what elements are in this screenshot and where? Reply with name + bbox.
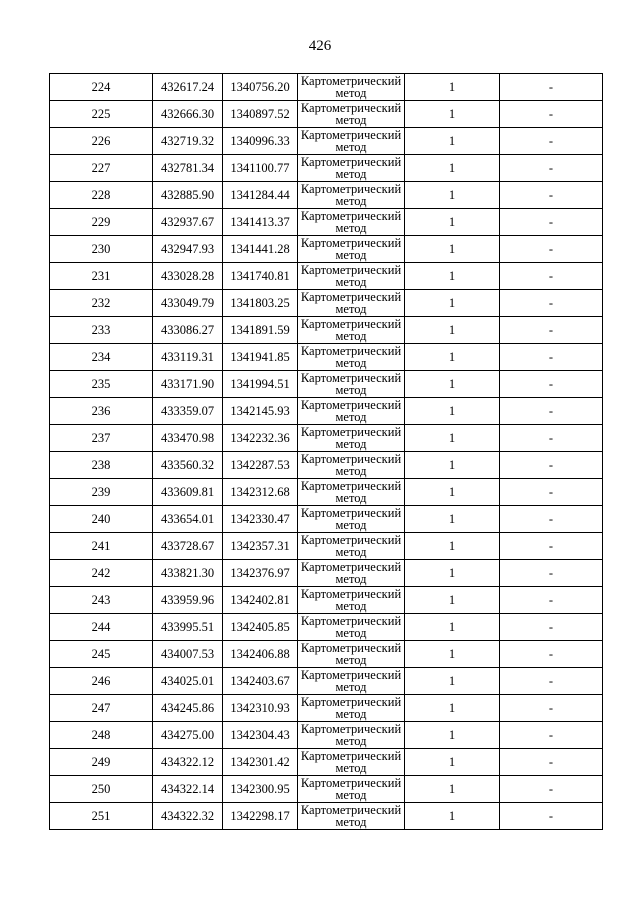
method-cell bbox=[298, 209, 405, 236]
note-cell: - bbox=[500, 128, 603, 155]
x-coordinate-cell: 434275.00 bbox=[153, 722, 223, 749]
table-row bbox=[50, 101, 603, 128]
table-row bbox=[50, 74, 603, 101]
method-cell bbox=[298, 155, 405, 182]
table-row bbox=[50, 182, 603, 209]
note-cell: - bbox=[500, 506, 603, 533]
point-number-cell: 247 bbox=[50, 695, 153, 722]
method-line-2: метод bbox=[335, 437, 367, 451]
accuracy-cell: 1 bbox=[405, 290, 500, 317]
method-line-2: метод bbox=[335, 464, 367, 478]
y-coordinate-cell: 1341891.59 bbox=[223, 317, 298, 344]
note-cell: - bbox=[500, 74, 603, 101]
method-line-1: Картометрический bbox=[300, 262, 402, 277]
method-cell bbox=[298, 182, 405, 209]
method-line-2: метод bbox=[335, 248, 367, 262]
x-coordinate-cell: 433654.01 bbox=[153, 506, 223, 533]
y-coordinate-cell: 1341441.28 bbox=[223, 236, 298, 263]
point-number-cell: 243 bbox=[50, 587, 153, 614]
method-line-2: метод bbox=[335, 653, 367, 667]
point-number-cell: 237 bbox=[50, 425, 153, 452]
accuracy-cell: 1 bbox=[405, 722, 500, 749]
method-cell bbox=[298, 587, 405, 614]
table-row bbox=[50, 263, 603, 290]
table-row bbox=[50, 506, 603, 533]
point-number-cell: 234 bbox=[50, 344, 153, 371]
note-cell: - bbox=[500, 668, 603, 695]
method-line-2: метод bbox=[335, 599, 367, 613]
x-coordinate-cell: 433359.07 bbox=[153, 398, 223, 425]
method-cell bbox=[298, 236, 405, 263]
method-cell bbox=[298, 641, 405, 668]
accuracy-cell: 1 bbox=[405, 263, 500, 290]
table-row bbox=[50, 641, 603, 668]
note-cell: - bbox=[500, 641, 603, 668]
point-number-cell: 248 bbox=[50, 722, 153, 749]
accuracy-cell: 1 bbox=[405, 344, 500, 371]
method-cell bbox=[298, 479, 405, 506]
table-row bbox=[50, 155, 603, 182]
note-cell: - bbox=[500, 749, 603, 776]
method-line-1: Картометрический bbox=[300, 181, 402, 196]
method-line-2: метод bbox=[335, 734, 367, 748]
method-cell bbox=[298, 101, 405, 128]
x-coordinate-cell: 432617.24 bbox=[153, 74, 223, 101]
y-coordinate-cell: 1341413.37 bbox=[223, 209, 298, 236]
accuracy-cell: 1 bbox=[405, 425, 500, 452]
method-line-2: метод bbox=[335, 275, 367, 289]
method-line-2: метод bbox=[335, 518, 367, 532]
table-row bbox=[50, 560, 603, 587]
note-cell: - bbox=[500, 317, 603, 344]
method-line-1: Картометрический bbox=[300, 559, 402, 574]
point-number-cell: 233 bbox=[50, 317, 153, 344]
point-number-cell: 226 bbox=[50, 128, 153, 155]
point-number-cell: 224 bbox=[50, 74, 153, 101]
method-cell bbox=[298, 803, 405, 830]
method-line-1: Картометрический bbox=[300, 370, 402, 385]
table-row bbox=[50, 128, 603, 155]
point-number-cell: 244 bbox=[50, 614, 153, 641]
point-number-cell: 228 bbox=[50, 182, 153, 209]
coordinates-table bbox=[49, 73, 603, 830]
x-coordinate-cell: 432885.90 bbox=[153, 182, 223, 209]
point-number-cell: 235 bbox=[50, 371, 153, 398]
note-cell: - bbox=[500, 587, 603, 614]
accuracy-cell: 1 bbox=[405, 128, 500, 155]
table-row bbox=[50, 776, 603, 803]
method-line-1: Картометрический bbox=[300, 208, 402, 223]
method-cell bbox=[298, 695, 405, 722]
accuracy-cell: 1 bbox=[405, 74, 500, 101]
point-number-cell: 227 bbox=[50, 155, 153, 182]
method-line-1: Картометрический bbox=[300, 613, 402, 628]
note-cell: - bbox=[500, 155, 603, 182]
note-cell: - bbox=[500, 398, 603, 425]
method-line-1: Картометрический bbox=[300, 775, 402, 790]
note-cell: - bbox=[500, 425, 603, 452]
y-coordinate-cell: 1342304.43 bbox=[223, 722, 298, 749]
method-line-1: Картометрический bbox=[300, 667, 402, 682]
table-row bbox=[50, 371, 603, 398]
table-row bbox=[50, 587, 603, 614]
method-cell bbox=[298, 776, 405, 803]
method-line-1: Картометрический bbox=[300, 721, 402, 736]
method-cell bbox=[298, 560, 405, 587]
x-coordinate-cell: 433728.67 bbox=[153, 533, 223, 560]
point-number-cell: 249 bbox=[50, 749, 153, 776]
accuracy-cell: 1 bbox=[405, 560, 500, 587]
x-coordinate-cell: 433028.28 bbox=[153, 263, 223, 290]
x-coordinate-cell: 434007.53 bbox=[153, 641, 223, 668]
x-coordinate-cell: 433171.90 bbox=[153, 371, 223, 398]
note-cell: - bbox=[500, 182, 603, 209]
y-coordinate-cell: 1341941.85 bbox=[223, 344, 298, 371]
method-cell bbox=[298, 452, 405, 479]
point-number-cell: 225 bbox=[50, 101, 153, 128]
method-line-2: метод bbox=[335, 680, 367, 694]
x-coordinate-cell: 433560.32 bbox=[153, 452, 223, 479]
accuracy-cell: 1 bbox=[405, 587, 500, 614]
table-row bbox=[50, 425, 603, 452]
method-line-2: метод bbox=[335, 140, 367, 154]
y-coordinate-cell: 1342402.81 bbox=[223, 587, 298, 614]
method-line-2: метод bbox=[335, 356, 367, 370]
note-cell: - bbox=[500, 263, 603, 290]
point-number-cell: 238 bbox=[50, 452, 153, 479]
point-number-cell: 246 bbox=[50, 668, 153, 695]
note-cell: - bbox=[500, 452, 603, 479]
y-coordinate-cell: 1342405.85 bbox=[223, 614, 298, 641]
accuracy-cell: 1 bbox=[405, 479, 500, 506]
point-number-cell: 230 bbox=[50, 236, 153, 263]
table-row bbox=[50, 452, 603, 479]
note-cell: - bbox=[500, 479, 603, 506]
accuracy-cell: 1 bbox=[405, 506, 500, 533]
method-line-1: Картометрический bbox=[300, 397, 402, 412]
accuracy-cell: 1 bbox=[405, 803, 500, 830]
point-number-cell: 236 bbox=[50, 398, 153, 425]
method-line-2: метод bbox=[335, 545, 367, 559]
accuracy-cell: 1 bbox=[405, 371, 500, 398]
y-coordinate-cell: 1342298.17 bbox=[223, 803, 298, 830]
table-row bbox=[50, 209, 603, 236]
x-coordinate-cell: 433049.79 bbox=[153, 290, 223, 317]
method-line-2: метод bbox=[335, 572, 367, 586]
method-cell bbox=[298, 317, 405, 344]
note-cell: - bbox=[500, 803, 603, 830]
accuracy-cell: 1 bbox=[405, 398, 500, 425]
x-coordinate-cell: 432781.34 bbox=[153, 155, 223, 182]
table-row bbox=[50, 398, 603, 425]
note-cell: - bbox=[500, 344, 603, 371]
x-coordinate-cell: 433959.96 bbox=[153, 587, 223, 614]
method-line-2: метод bbox=[335, 707, 367, 721]
accuracy-cell: 1 bbox=[405, 209, 500, 236]
y-coordinate-cell: 1342357.31 bbox=[223, 533, 298, 560]
y-coordinate-cell: 1341803.25 bbox=[223, 290, 298, 317]
x-coordinate-cell: 434322.12 bbox=[153, 749, 223, 776]
method-line-1: Картометрический bbox=[300, 127, 402, 142]
note-cell: - bbox=[500, 560, 603, 587]
method-cell bbox=[298, 506, 405, 533]
x-coordinate-cell: 434025.01 bbox=[153, 668, 223, 695]
method-cell bbox=[298, 344, 405, 371]
method-line-2: метод bbox=[335, 815, 367, 829]
point-number-cell: 241 bbox=[50, 533, 153, 560]
method-cell bbox=[298, 722, 405, 749]
note-cell: - bbox=[500, 101, 603, 128]
note-cell: - bbox=[500, 236, 603, 263]
point-number-cell: 242 bbox=[50, 560, 153, 587]
page-number: 426 bbox=[308, 38, 332, 54]
method-cell bbox=[298, 749, 405, 776]
method-line-1: Картометрический bbox=[300, 424, 402, 439]
method-cell bbox=[298, 668, 405, 695]
method-line-2: метод bbox=[335, 761, 367, 775]
table-row bbox=[50, 803, 603, 830]
method-line-2: метод bbox=[335, 167, 367, 181]
accuracy-cell: 1 bbox=[405, 101, 500, 128]
point-number-cell: 239 bbox=[50, 479, 153, 506]
note-cell: - bbox=[500, 695, 603, 722]
method-cell bbox=[298, 614, 405, 641]
y-coordinate-cell: 1342145.93 bbox=[223, 398, 298, 425]
x-coordinate-cell: 434245.86 bbox=[153, 695, 223, 722]
table-row bbox=[50, 479, 603, 506]
method-line-1: Картометрический bbox=[300, 343, 402, 358]
point-number-cell: 240 bbox=[50, 506, 153, 533]
x-coordinate-cell: 432719.32 bbox=[153, 128, 223, 155]
y-coordinate-cell: 1341740.81 bbox=[223, 263, 298, 290]
accuracy-cell: 1 bbox=[405, 668, 500, 695]
y-coordinate-cell: 1342406.88 bbox=[223, 641, 298, 668]
y-coordinate-cell: 1340996.33 bbox=[223, 128, 298, 155]
y-coordinate-cell: 1342301.42 bbox=[223, 749, 298, 776]
point-number-cell: 251 bbox=[50, 803, 153, 830]
method-line-1: Картометрический bbox=[300, 154, 402, 169]
y-coordinate-cell: 1342287.53 bbox=[223, 452, 298, 479]
note-cell: - bbox=[500, 371, 603, 398]
accuracy-cell: 1 bbox=[405, 533, 500, 560]
y-coordinate-cell: 1342403.67 bbox=[223, 668, 298, 695]
table-row bbox=[50, 749, 603, 776]
accuracy-cell: 1 bbox=[405, 236, 500, 263]
method-line-1: Картометрический bbox=[300, 532, 402, 547]
method-line-2: метод bbox=[335, 194, 367, 208]
x-coordinate-cell: 433995.51 bbox=[153, 614, 223, 641]
accuracy-cell: 1 bbox=[405, 776, 500, 803]
note-cell: - bbox=[500, 209, 603, 236]
accuracy-cell: 1 bbox=[405, 182, 500, 209]
table-row bbox=[50, 614, 603, 641]
method-line-2: метод bbox=[335, 626, 367, 640]
method-cell bbox=[298, 263, 405, 290]
y-coordinate-cell: 1342310.93 bbox=[223, 695, 298, 722]
table-row bbox=[50, 236, 603, 263]
method-line-1: Картометрический bbox=[300, 451, 402, 466]
y-coordinate-cell: 1340897.52 bbox=[223, 101, 298, 128]
note-cell: - bbox=[500, 533, 603, 560]
accuracy-cell: 1 bbox=[405, 452, 500, 479]
y-coordinate-cell: 1341284.44 bbox=[223, 182, 298, 209]
method-line-2: метод bbox=[335, 410, 367, 424]
method-line-2: метод bbox=[335, 491, 367, 505]
y-coordinate-cell: 1342300.95 bbox=[223, 776, 298, 803]
method-line-1: Картометрический bbox=[300, 694, 402, 709]
method-cell bbox=[298, 533, 405, 560]
table-row bbox=[50, 317, 603, 344]
point-number-cell: 229 bbox=[50, 209, 153, 236]
method-line-1: Картометрический bbox=[300, 235, 402, 250]
note-cell: - bbox=[500, 776, 603, 803]
method-line-2: метод bbox=[335, 383, 367, 397]
method-cell bbox=[298, 371, 405, 398]
table-row bbox=[50, 695, 603, 722]
method-cell bbox=[298, 290, 405, 317]
y-coordinate-cell: 1342312.68 bbox=[223, 479, 298, 506]
x-coordinate-cell: 433470.98 bbox=[153, 425, 223, 452]
accuracy-cell: 1 bbox=[405, 317, 500, 344]
y-coordinate-cell: 1342232.36 bbox=[223, 425, 298, 452]
method-line-1: Картометрический bbox=[300, 802, 402, 817]
x-coordinate-cell: 434322.14 bbox=[153, 776, 223, 803]
note-cell: - bbox=[500, 290, 603, 317]
method-line-2: метод bbox=[335, 86, 367, 100]
method-line-1: Картометрический bbox=[300, 505, 402, 520]
method-cell bbox=[298, 425, 405, 452]
method-line-1: Картометрический bbox=[300, 100, 402, 115]
method-line-1: Картометрический bbox=[300, 289, 402, 304]
x-coordinate-cell: 433821.30 bbox=[153, 560, 223, 587]
table-row bbox=[50, 344, 603, 371]
method-cell bbox=[298, 74, 405, 101]
note-cell: - bbox=[500, 614, 603, 641]
method-line-2: метод bbox=[335, 113, 367, 127]
method-line-1: Картометрический bbox=[300, 586, 402, 601]
method-line-2: метод bbox=[335, 329, 367, 343]
method-line-1: Картометрический bbox=[300, 748, 402, 763]
table-row bbox=[50, 290, 603, 317]
x-coordinate-cell: 433086.27 bbox=[153, 317, 223, 344]
accuracy-cell: 1 bbox=[405, 749, 500, 776]
table-row bbox=[50, 533, 603, 560]
y-coordinate-cell: 1341100.77 bbox=[223, 155, 298, 182]
y-coordinate-cell: 1340756.20 bbox=[223, 74, 298, 101]
method-line-1: Картометрический bbox=[300, 478, 402, 493]
x-coordinate-cell: 434322.32 bbox=[153, 803, 223, 830]
accuracy-cell: 1 bbox=[405, 695, 500, 722]
table-body bbox=[50, 74, 603, 830]
method-line-1: Картометрический bbox=[300, 640, 402, 655]
y-coordinate-cell: 1341994.51 bbox=[223, 371, 298, 398]
x-coordinate-cell: 433609.81 bbox=[153, 479, 223, 506]
method-cell bbox=[298, 398, 405, 425]
point-number-cell: 232 bbox=[50, 290, 153, 317]
method-line-2: метод bbox=[335, 788, 367, 802]
accuracy-cell: 1 bbox=[405, 614, 500, 641]
accuracy-cell: 1 bbox=[405, 155, 500, 182]
method-line-1: Картометрический bbox=[300, 316, 402, 331]
method-line-1: Картометрический bbox=[300, 73, 402, 88]
x-coordinate-cell: 432666.30 bbox=[153, 101, 223, 128]
table-row bbox=[50, 722, 603, 749]
x-coordinate-cell: 432947.93 bbox=[153, 236, 223, 263]
point-number-cell: 231 bbox=[50, 263, 153, 290]
method-cell bbox=[298, 128, 405, 155]
y-coordinate-cell: 1342376.97 bbox=[223, 560, 298, 587]
method-line-2: метод bbox=[335, 302, 367, 316]
x-coordinate-cell: 432937.67 bbox=[153, 209, 223, 236]
method-line-2: метод bbox=[335, 221, 367, 235]
x-coordinate-cell: 433119.31 bbox=[153, 344, 223, 371]
y-coordinate-cell: 1342330.47 bbox=[223, 506, 298, 533]
table-row bbox=[50, 668, 603, 695]
accuracy-cell: 1 bbox=[405, 641, 500, 668]
point-number-cell: 245 bbox=[50, 641, 153, 668]
point-number-cell: 250 bbox=[50, 776, 153, 803]
note-cell: - bbox=[500, 722, 603, 749]
